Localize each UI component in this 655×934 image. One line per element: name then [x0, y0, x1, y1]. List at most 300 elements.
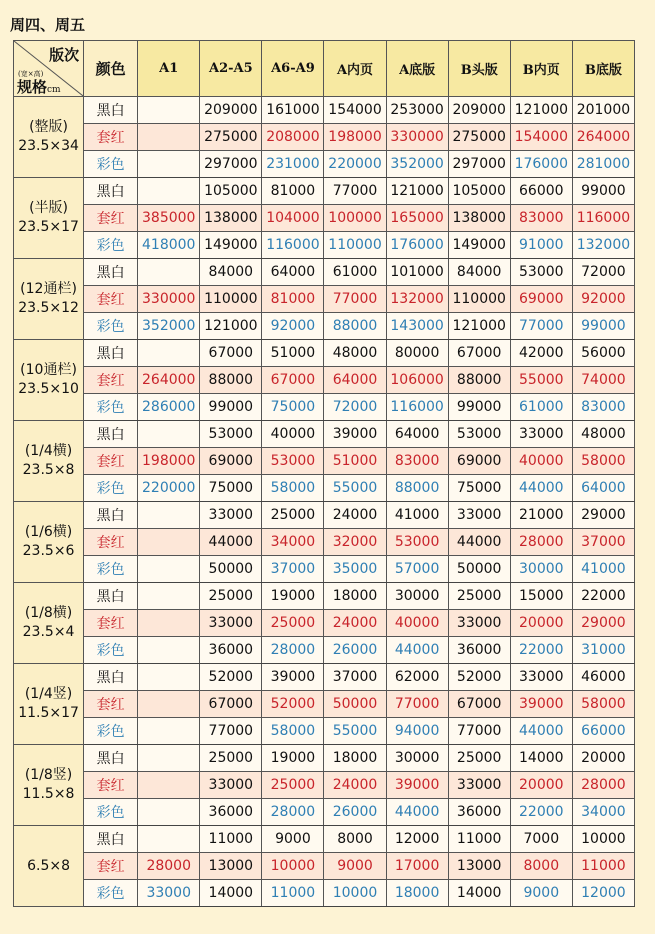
size-cell: [14, 340, 84, 421]
color-column-header: 颜色: [84, 41, 138, 97]
price-cell: 12000: [386, 826, 448, 853]
price-cell: [138, 556, 200, 583]
table-row: [14, 448, 635, 475]
price-cell: 37000: [324, 664, 386, 691]
price-cell: 58000: [572, 448, 634, 475]
column-header: A内页: [324, 41, 386, 97]
price-cell: 51000: [262, 340, 324, 367]
price-cell: [138, 421, 200, 448]
table-row: [14, 313, 635, 340]
price-cell: [138, 583, 200, 610]
price-cell: 18000: [324, 583, 386, 610]
price-cell: 352000: [386, 151, 448, 178]
price-cell: 75000: [262, 394, 324, 421]
color-type-label: 彩色: [84, 799, 138, 826]
price-cell: 10000: [572, 826, 634, 853]
price-cell: [138, 691, 200, 718]
color-type-label: 黑白: [84, 421, 138, 448]
price-cell: 40000: [262, 421, 324, 448]
price-cell: 297000: [200, 151, 262, 178]
price-cell: 50000: [324, 691, 386, 718]
price-cell: 209000: [200, 97, 262, 124]
price-cell: [138, 502, 200, 529]
table-row: [14, 475, 635, 502]
color-type-label: 套红: [84, 529, 138, 556]
price-cell: [138, 529, 200, 556]
price-cell: 385000: [138, 205, 200, 232]
price-cell: 231000: [262, 151, 324, 178]
price-cell: [138, 664, 200, 691]
price-cell: 264000: [138, 367, 200, 394]
color-type-label: 彩色: [84, 556, 138, 583]
price-cell: 36000: [200, 637, 262, 664]
price-cell: 77000: [324, 178, 386, 205]
price-cell: 143000: [386, 313, 448, 340]
price-cell: 220000: [324, 151, 386, 178]
price-cell: 33000: [200, 610, 262, 637]
price-cell: 67000: [200, 691, 262, 718]
size-dimensions: 11.5×8: [22, 786, 75, 802]
color-type-label: 黑白: [84, 259, 138, 286]
price-cell: 154000: [510, 124, 572, 151]
price-cell: 264000: [572, 124, 634, 151]
price-cell: 22000: [510, 637, 572, 664]
column-header: B底版: [572, 41, 634, 97]
price-cell: 91000: [510, 232, 572, 259]
price-cell: 121000: [448, 313, 510, 340]
ad-rate-table: [13, 40, 635, 907]
price-cell: 28000: [138, 853, 200, 880]
price-cell: [138, 97, 200, 124]
price-cell: [138, 178, 200, 205]
price-cell: 81000: [262, 286, 324, 313]
price-cell: 11000: [572, 853, 634, 880]
color-type-label: 彩色: [84, 394, 138, 421]
price-cell: 83000: [510, 205, 572, 232]
size-dimensions: 23.5×4: [22, 624, 75, 640]
price-cell: 88000: [448, 367, 510, 394]
price-cell: 44000: [510, 475, 572, 502]
color-type-label: 套红: [84, 286, 138, 313]
price-cell: 99000: [572, 178, 634, 205]
price-cell: 53000: [386, 529, 448, 556]
header-row: [14, 41, 635, 97]
price-cell: 10000: [262, 853, 324, 880]
price-cell: 56000: [572, 340, 634, 367]
size-cell: [14, 664, 84, 745]
price-cell: 64000: [572, 475, 634, 502]
price-cell: 58000: [262, 475, 324, 502]
price-cell: 77000: [386, 691, 448, 718]
price-cell: 33000: [510, 421, 572, 448]
price-cell: 25000: [200, 745, 262, 772]
price-cell: 75000: [200, 475, 262, 502]
price-cell: [138, 826, 200, 853]
price-cell: 198000: [324, 124, 386, 151]
price-cell: 37000: [262, 556, 324, 583]
size-name: (10通栏): [20, 362, 77, 378]
price-cell: 69000: [448, 448, 510, 475]
size-name: (1/4竖): [24, 686, 73, 702]
price-cell: 100000: [324, 205, 386, 232]
price-cell: 286000: [138, 394, 200, 421]
price-cell: 40000: [510, 448, 572, 475]
column-header: A2-A5: [200, 41, 262, 97]
price-cell: 29000: [572, 610, 634, 637]
color-type-label: 黑白: [84, 178, 138, 205]
price-cell: 220000: [138, 475, 200, 502]
price-cell: 83000: [572, 394, 634, 421]
table-row: [14, 880, 635, 907]
size-name: (1/6横): [24, 524, 73, 540]
price-cell: [138, 124, 200, 151]
price-cell: 55000: [324, 718, 386, 745]
color-type-label: 套红: [84, 205, 138, 232]
price-cell: 138000: [448, 205, 510, 232]
price-cell: 104000: [262, 205, 324, 232]
price-cell: 48000: [324, 340, 386, 367]
price-cell: 8000: [510, 853, 572, 880]
price-cell: 34000: [262, 529, 324, 556]
price-cell: 84000: [448, 259, 510, 286]
price-cell: 53000: [200, 421, 262, 448]
price-cell: 121000: [200, 313, 262, 340]
price-cell: 31000: [572, 637, 634, 664]
table-row: [14, 394, 635, 421]
size-cell: [14, 583, 84, 664]
price-cell: 19000: [262, 745, 324, 772]
price-cell: 36000: [448, 637, 510, 664]
price-cell: 61000: [510, 394, 572, 421]
table-row: [14, 772, 635, 799]
price-cell: 32000: [324, 529, 386, 556]
color-type-label: 黑白: [84, 502, 138, 529]
price-cell: 138000: [200, 205, 262, 232]
price-cell: [138, 610, 200, 637]
price-cell: 132000: [386, 286, 448, 313]
price-cell: 9000: [324, 853, 386, 880]
price-cell: 66000: [510, 178, 572, 205]
size-name: (整版): [29, 119, 69, 135]
price-cell: 41000: [572, 556, 634, 583]
corner-size-label: 规格cm: [17, 78, 61, 96]
price-cell: 44000: [510, 718, 572, 745]
price-cell: 34000: [572, 799, 634, 826]
table-row: [14, 745, 635, 772]
price-cell: 36000: [200, 799, 262, 826]
price-cell: 53000: [262, 448, 324, 475]
price-cell: 33000: [200, 502, 262, 529]
price-cell: 132000: [572, 232, 634, 259]
price-cell: [138, 151, 200, 178]
table-row: [14, 286, 635, 313]
color-type-label: 黑白: [84, 745, 138, 772]
price-cell: 99000: [200, 394, 262, 421]
color-type-label: 黑白: [84, 97, 138, 124]
price-cell: 35000: [324, 556, 386, 583]
price-cell: 75000: [448, 475, 510, 502]
price-cell: 33000: [138, 880, 200, 907]
table-row: [14, 691, 635, 718]
price-cell: 106000: [386, 367, 448, 394]
price-cell: 25000: [448, 583, 510, 610]
price-cell: 9000: [262, 826, 324, 853]
table-row: [14, 367, 635, 394]
price-cell: 149000: [448, 232, 510, 259]
size-cell: [14, 178, 84, 259]
price-cell: 72000: [572, 259, 634, 286]
price-cell: 11000: [200, 826, 262, 853]
price-cell: 67000: [448, 691, 510, 718]
price-cell: 84000: [200, 259, 262, 286]
price-cell: 48000: [572, 421, 634, 448]
price-cell: 154000: [324, 97, 386, 124]
price-cell: 330000: [138, 286, 200, 313]
size-name: (1/4横): [24, 443, 73, 459]
price-cell: 83000: [386, 448, 448, 475]
size-cell: [14, 97, 84, 178]
price-cell: 116000: [386, 394, 448, 421]
size-dimensions: 11.5×17: [18, 705, 79, 721]
table-row: [14, 853, 635, 880]
price-cell: 92000: [572, 286, 634, 313]
price-cell: 101000: [386, 259, 448, 286]
price-cell: 165000: [386, 205, 448, 232]
price-cell: 67000: [200, 340, 262, 367]
table-row: [14, 637, 635, 664]
price-cell: 39000: [324, 421, 386, 448]
color-type-label: 套红: [84, 610, 138, 637]
price-cell: 30000: [386, 583, 448, 610]
price-cell: 25000: [262, 772, 324, 799]
color-type-label: 套红: [84, 448, 138, 475]
price-cell: 121000: [386, 178, 448, 205]
price-cell: 88000: [324, 313, 386, 340]
price-cell: 69000: [510, 286, 572, 313]
price-cell: 7000: [510, 826, 572, 853]
price-cell: 55000: [510, 367, 572, 394]
price-cell: 22000: [510, 799, 572, 826]
size-name: (1/8横): [24, 605, 73, 621]
table-row: [14, 124, 635, 151]
price-cell: 94000: [386, 718, 448, 745]
price-cell: 99000: [448, 394, 510, 421]
price-cell: 22000: [572, 583, 634, 610]
price-cell: [138, 745, 200, 772]
price-cell: 62000: [386, 664, 448, 691]
price-cell: 121000: [510, 97, 572, 124]
table-row: [14, 556, 635, 583]
size-dimensions: 23.5×17: [18, 219, 79, 235]
price-cell: 37000: [572, 529, 634, 556]
price-cell: 18000: [386, 880, 448, 907]
price-cell: 18000: [324, 745, 386, 772]
price-cell: 14000: [200, 880, 262, 907]
price-cell: 12000: [572, 880, 634, 907]
price-cell: 176000: [510, 151, 572, 178]
price-cell: 58000: [262, 718, 324, 745]
price-cell: [138, 259, 200, 286]
price-cell: 44000: [386, 799, 448, 826]
price-cell: 77000: [510, 313, 572, 340]
price-cell: 36000: [448, 799, 510, 826]
price-cell: 81000: [262, 178, 324, 205]
corner-header: [14, 41, 84, 97]
table-row: [14, 610, 635, 637]
price-cell: 64000: [386, 421, 448, 448]
price-cell: 64000: [324, 367, 386, 394]
price-cell: 74000: [572, 367, 634, 394]
price-cell: 28000: [262, 799, 324, 826]
price-cell: 39000: [262, 664, 324, 691]
price-cell: 20000: [510, 610, 572, 637]
price-cell: 281000: [572, 151, 634, 178]
size-cell: [14, 826, 84, 907]
color-type-label: 彩色: [84, 151, 138, 178]
price-cell: 110000: [200, 286, 262, 313]
color-type-label: 套红: [84, 124, 138, 151]
price-cell: 20000: [510, 772, 572, 799]
price-cell: 80000: [386, 340, 448, 367]
price-cell: 42000: [510, 340, 572, 367]
price-cell: 33000: [510, 664, 572, 691]
size-cell: [14, 745, 84, 826]
price-cell: 15000: [510, 583, 572, 610]
price-cell: 17000: [386, 853, 448, 880]
color-type-label: 黑白: [84, 583, 138, 610]
table-row: [14, 178, 635, 205]
table-row: [14, 529, 635, 556]
column-header: A1: [138, 41, 200, 97]
price-cell: 149000: [200, 232, 262, 259]
price-cell: 44000: [448, 529, 510, 556]
price-cell: 69000: [200, 448, 262, 475]
table-row: [14, 259, 635, 286]
table-row: [14, 664, 635, 691]
color-type-label: 黑白: [84, 340, 138, 367]
price-cell: 64000: [262, 259, 324, 286]
table-row: [14, 502, 635, 529]
price-cell: 11000: [262, 880, 324, 907]
price-cell: 116000: [572, 205, 634, 232]
size-cell: [14, 259, 84, 340]
color-type-label: 套红: [84, 853, 138, 880]
color-type-label: 彩色: [84, 232, 138, 259]
price-cell: [138, 340, 200, 367]
table-row: [14, 232, 635, 259]
price-cell: 25000: [200, 583, 262, 610]
color-type-label: 彩色: [84, 718, 138, 745]
price-cell: 24000: [324, 502, 386, 529]
price-cell: 24000: [324, 772, 386, 799]
size-name: (1/8竖): [24, 767, 73, 783]
column-header: B头版: [448, 41, 510, 97]
price-cell: 33000: [448, 772, 510, 799]
table-row: [14, 151, 635, 178]
price-cell: 25000: [262, 610, 324, 637]
price-cell: 275000: [200, 124, 262, 151]
color-type-label: 彩色: [84, 313, 138, 340]
table-row: [14, 205, 635, 232]
size-name: (12通栏): [20, 281, 77, 297]
price-cell: 20000: [572, 745, 634, 772]
color-type-label: 套红: [84, 367, 138, 394]
price-cell: 110000: [448, 286, 510, 313]
price-cell: 92000: [262, 313, 324, 340]
price-cell: 52000: [200, 664, 262, 691]
corner-dimension-hint: (宽×高): [18, 70, 44, 78]
price-cell: 201000: [572, 97, 634, 124]
price-cell: 55000: [324, 475, 386, 502]
price-cell: 176000: [386, 232, 448, 259]
price-cell: 77000: [448, 718, 510, 745]
price-cell: [138, 772, 200, 799]
price-cell: 53000: [448, 421, 510, 448]
price-cell: [138, 718, 200, 745]
price-cell: 19000: [262, 583, 324, 610]
column-header: A6-A9: [262, 41, 324, 97]
price-cell: 9000: [510, 880, 572, 907]
size-dimensions: 23.5×10: [18, 381, 79, 397]
price-cell: [138, 799, 200, 826]
color-type-label: 黑白: [84, 826, 138, 853]
price-cell: 297000: [448, 151, 510, 178]
price-cell: 25000: [262, 502, 324, 529]
price-cell: 418000: [138, 232, 200, 259]
price-cell: 41000: [386, 502, 448, 529]
price-cell: 110000: [324, 232, 386, 259]
price-cell: 8000: [324, 826, 386, 853]
price-cell: 40000: [386, 610, 448, 637]
color-type-label: 套红: [84, 772, 138, 799]
price-cell: 30000: [386, 745, 448, 772]
price-cell: 13000: [448, 853, 510, 880]
column-header: A底版: [386, 41, 448, 97]
price-cell: 28000: [572, 772, 634, 799]
price-cell: 88000: [386, 475, 448, 502]
price-cell: 208000: [262, 124, 324, 151]
size-dimensions: 23.5×12: [18, 300, 79, 316]
price-cell: 50000: [200, 556, 262, 583]
price-cell: 77000: [200, 718, 262, 745]
price-cell: 77000: [324, 286, 386, 313]
price-cell: 33000: [448, 610, 510, 637]
price-cell: 25000: [448, 745, 510, 772]
price-cell: 67000: [448, 340, 510, 367]
price-cell: 275000: [448, 124, 510, 151]
price-cell: 53000: [510, 259, 572, 286]
size-dimensions: 6.5×8: [27, 857, 70, 874]
price-cell: 198000: [138, 448, 200, 475]
color-type-label: 彩色: [84, 880, 138, 907]
price-cell: 66000: [572, 718, 634, 745]
price-cell: 352000: [138, 313, 200, 340]
price-cell: 105000: [448, 178, 510, 205]
price-cell: 67000: [262, 367, 324, 394]
color-type-label: 彩色: [84, 475, 138, 502]
price-cell: 88000: [200, 367, 262, 394]
corner-edition-label: 版次: [49, 46, 80, 64]
price-cell: 11000: [448, 826, 510, 853]
price-cell: 52000: [448, 664, 510, 691]
price-cell: 44000: [200, 529, 262, 556]
price-cell: 14000: [510, 745, 572, 772]
table-row: [14, 826, 635, 853]
price-cell: 46000: [572, 664, 634, 691]
price-cell: 253000: [386, 97, 448, 124]
table-row: [14, 97, 635, 124]
price-cell: 33000: [448, 502, 510, 529]
